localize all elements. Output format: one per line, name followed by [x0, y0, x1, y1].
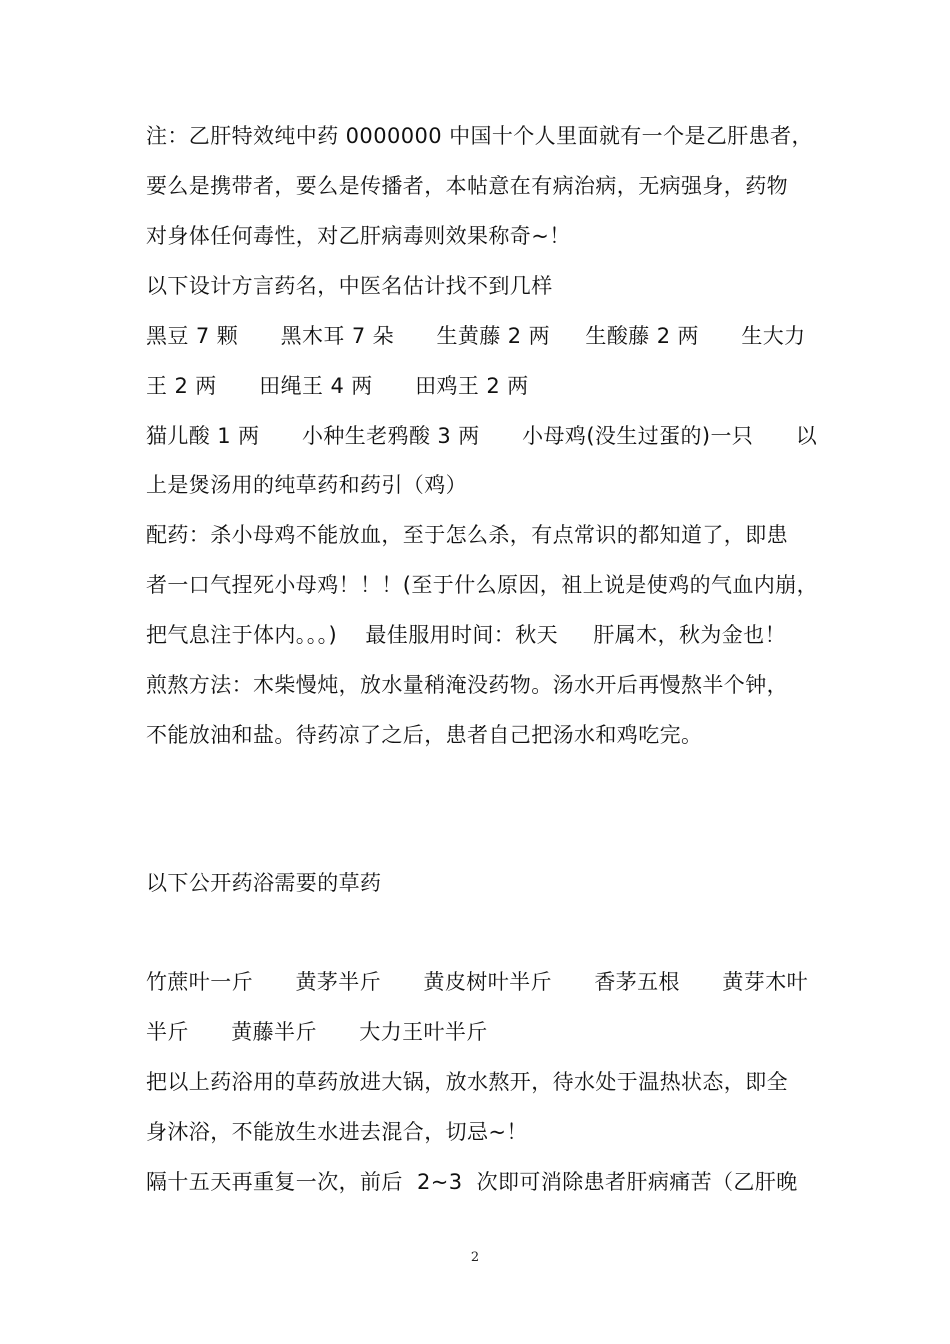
text-line: 注：乙肝特效纯中药 0000000 中国十个人里面就有一个是乙肝患者，: [146, 124, 813, 148]
text-line: 隔十五天再重复一次，前后 2~3 次即可消除患者肝病痛苦（乙肝晚: [146, 1170, 798, 1194]
text-line: 不能放油和盐。待药凉了之后，患者自己把汤水和鸡吃完。: [146, 723, 703, 747]
text-line: 把以上药浴用的草药放进大锅，放水熬开，待水处于温热状态，即全: [146, 1070, 788, 1094]
text-line: 把气息注于体内。。。) 最佳服用时间：秋天 肝属木，秋为金也！: [146, 623, 786, 647]
text-line: 猫儿酸 1 两 小种生老鸦酸 3 两 小母鸡(没生过蛋的)一只 以: [146, 424, 818, 448]
text-line: 半斤 黄藤半斤 大力王叶半斤: [146, 1020, 488, 1044]
text-line: 身沐浴，不能放生水进去混合，切忌~！: [146, 1120, 528, 1144]
text-line: 黑豆 7 颗 黑木耳 7 朵 生黄藤 2 两 生酸藤 2 两 生大力: [146, 324, 806, 348]
text-line: 王 2 两 田绳王 4 两 田鸡王 2 两: [146, 374, 529, 398]
text-line: 煎熬方法：木柴慢炖，放水量稍淹没药物。汤水开后再慢熬半个钟，: [146, 673, 788, 697]
section-heading: 以下公开药浴需要的草药: [146, 871, 382, 895]
text-line: 竹蔗叶一斤 黄茅半斤 黄皮树叶半斤 香茅五根 黄芽木叶: [146, 970, 809, 994]
page-number: 2: [470, 1250, 480, 1265]
text-line: 者一口气捏死小母鸡！！！(至于什么原因，祖上说是使鸡的气血内崩，: [146, 573, 818, 597]
text-line: 要么是携带者，要么是传播者，本帖意在有病治病，无病强身，药物: [146, 174, 788, 198]
text-line: 以下设计方言药名，中医名估计找不到几样: [146, 274, 553, 298]
text-line: 对身体任何毒性，对乙肝病毒则效果称奇~！: [146, 224, 571, 248]
text-line: 上是煲汤用的纯草药和药引（鸡）: [146, 473, 467, 497]
text-line: 配药：杀小母鸡不能放血，至于怎么杀，有点常识的都知道了，即患: [146, 523, 788, 547]
